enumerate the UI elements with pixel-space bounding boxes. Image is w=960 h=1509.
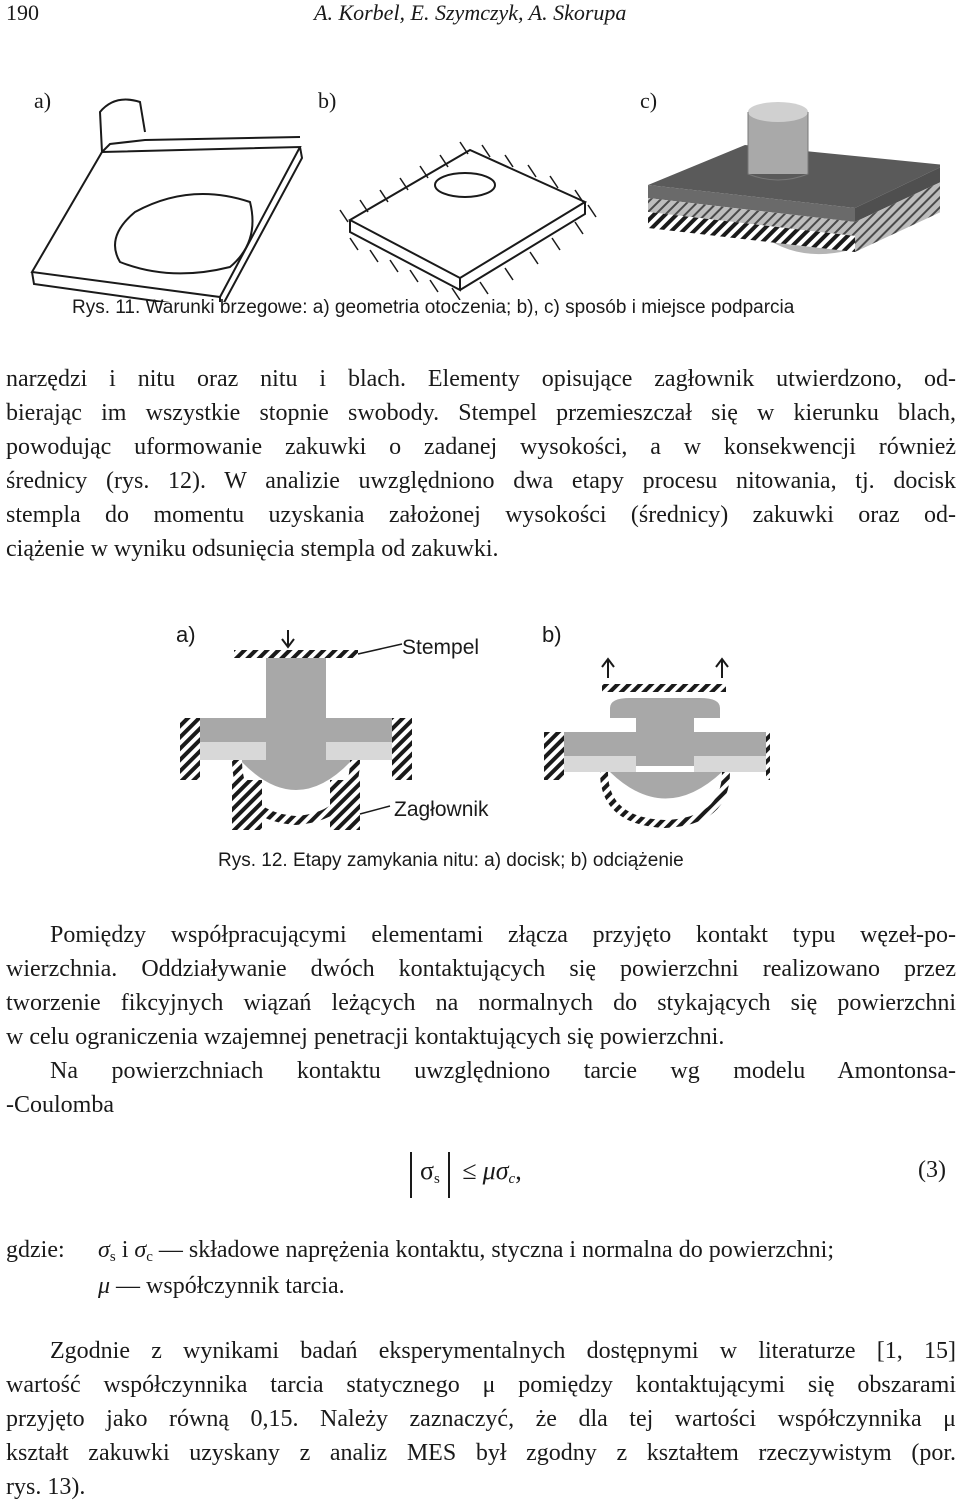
def-and: i — [115, 1237, 135, 1263]
fig12-label-a: a) — [176, 622, 196, 647]
def-sub-c: c — [146, 1249, 153, 1265]
paragraph-3-line: kształt zakuwki uzyskany z analiz MES był zgodny z kształtem rzeczywistym (por. — [6, 1440, 956, 1466]
page-number: 190 — [6, 0, 39, 25]
paragraph-2-line: -Coulomba — [6, 1092, 114, 1118]
fig12-label-b: b) — [542, 622, 562, 647]
paragraph-3-line: przyjęto jako równą 0,15. Należy zaznaczyć, że dla tej wartości współczynnika μ — [6, 1406, 956, 1432]
fig11-a-drawing — [20, 92, 320, 302]
paragraph-2-line: Na powierzchniach kontaktu uwzględniono tarcie wg modelu Amontonsa- — [50, 1058, 956, 1084]
paragraph-3-line: rys. 13). — [6, 1474, 86, 1500]
paragraph-1-line: powodując uformowanie zakuwki o zadanej wysokości, a w konsekwencji również — [6, 434, 956, 460]
running-header-authors: A. Korbel, E. Szymczyk, A. Skorupa — [314, 0, 627, 25]
paragraph-1-line: średnicy (rys. 12). W analizie uwzględniono dwa etapy procesu nitowania, tj. docisk — [6, 468, 956, 494]
definitions-label: gdzie: — [6, 1237, 65, 1263]
fig12-caption: Rys. 12. Etapy zamykania nitu: a) docisk; b) odciążenie — [218, 850, 684, 871]
def-sigma-c: σ — [134, 1237, 147, 1263]
def-mu: μ — [98, 1273, 111, 1299]
stempel-label: Stempel — [402, 636, 480, 659]
paragraph-2-line: tworzenie fikcyjnych wiązań leżących na normalnych do stykających się powierzchni — [6, 990, 956, 1016]
equation-sub-s: s — [434, 1171, 440, 1187]
paragraph-1-line: bierając im wszystkie stopnie swobody. Stempel przemieszczał się w kierunku blach, — [6, 400, 956, 426]
paragraph-2-line: Pomiędzy współpracującymi elementami złącza przyjęto kontakt typu węzeł-po- — [50, 922, 956, 948]
fig12-drawing — [170, 620, 770, 835]
paragraph-2-line: wierzchnia. Oddziaływanie dwóch kontaktujących się powierzchni realizowano przez — [6, 956, 956, 982]
equation-leq: ≤ — [462, 1156, 477, 1185]
def-text-1: — składowe naprężenia kontaktu, styczna i normalna do powierzchni; — [152, 1237, 834, 1263]
equation-sigma: σ — [420, 1156, 435, 1185]
fig12-b-drawing — [544, 659, 770, 828]
equation-number: (3) — [918, 1157, 946, 1183]
paragraph-1-line: stempla do momentu uzyskania założonej wysokości (średnicy) zakuwki oraz od- — [6, 502, 956, 528]
def-sigma-s: σ — [98, 1237, 110, 1263]
fig11-label-b: b) — [318, 88, 337, 113]
paragraph-1 — [6, 362, 956, 566]
equation-sub-c: c — [508, 1171, 516, 1187]
paragraph-3-line: wartość współczynnika tarcia statycznego μ pomiędzy kontaktującymi się obszarami — [6, 1372, 956, 1398]
def-text-2: — współczynnik tarcia. — [110, 1273, 345, 1299]
fig11-label-c: c) — [640, 88, 658, 113]
definition-row-mu — [98, 1268, 345, 1304]
equation-comma: , — [515, 1156, 522, 1185]
equation-mu-sigma: μσ — [482, 1156, 509, 1185]
paragraph-1-line: ciążenie w wyniku odsunięcia stempla od zakuwki. — [6, 536, 499, 562]
fig11-b-drawing — [330, 110, 600, 300]
equation-3 — [410, 1152, 522, 1198]
paragraph-3 — [6, 1334, 956, 1504]
fig11-caption: Rys. 11. Warunki brzegowe: a) geometria otoczenia; b), c) sposób i miejsce podparcia — [72, 297, 795, 318]
fig11-label-a: a) — [34, 88, 52, 113]
paragraph-1-line: narzędzi i nitu oraz nitu i blach. Elementy opisujące zagłownik utwierdzono, od- — [6, 366, 956, 392]
fig11-c-drawing — [640, 90, 940, 270]
def-sub-s: s — [109, 1249, 116, 1265]
fig12-a-drawing — [180, 630, 412, 830]
paragraph-3-line: Zgodnie z wynikami badań eksperymentalnych dostępnymi w literaturze [1, 15] — [50, 1338, 956, 1364]
paragraph-2-line: w celu ograniczenia wzajemnej penetracji kontaktujących się powierzchni. — [6, 1024, 725, 1050]
paragraph-2 — [6, 918, 956, 1122]
zaglownik-label: Zagłownik — [394, 798, 489, 821]
